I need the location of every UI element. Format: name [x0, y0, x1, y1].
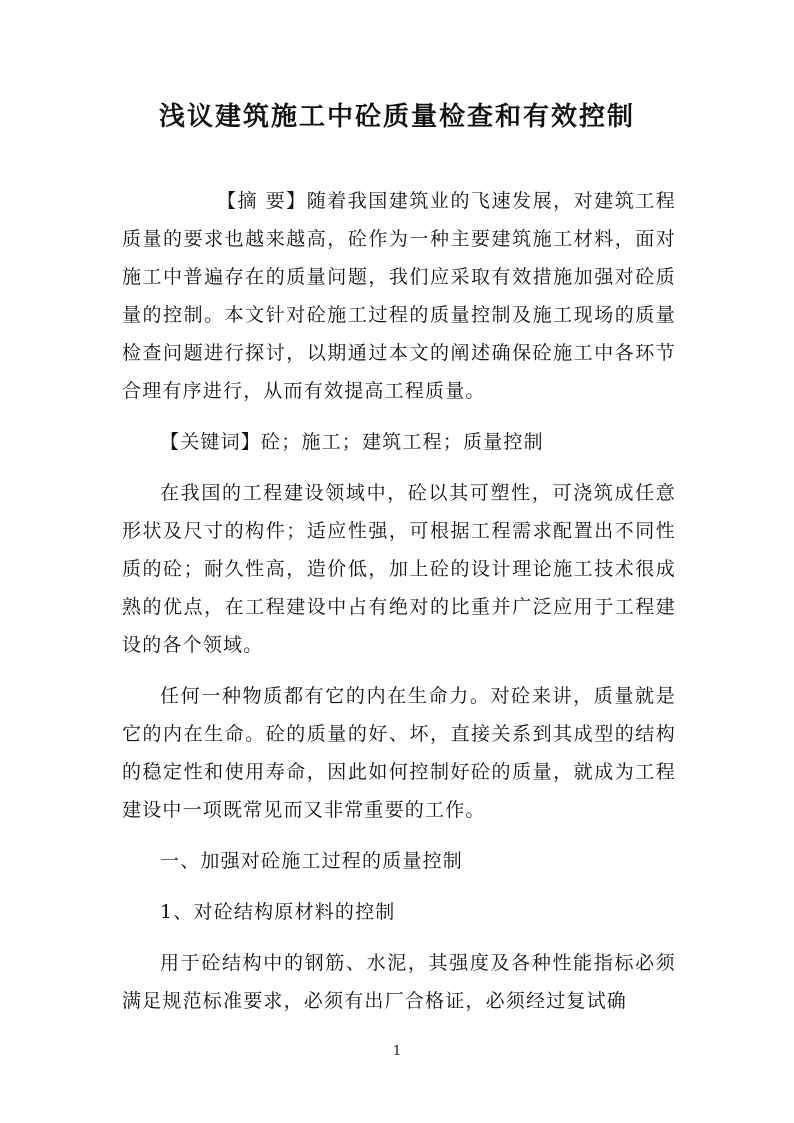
body-paragraph-1: 在我国的工程建设领域中，砼以其可塑性，可浇筑成任意形状及尺寸的构件；适应性强，可根据工程需求配置出不同性质的砼；耐久性高，造价低，加上砼的设计理论施工技术很成熟的优点，在工程建设中占有绝对的比重并广泛应用于工程建设的各个领域。 — [122, 482, 676, 656]
abstract-paragraph: 【摘 要】随着我国建筑业的飞速发展，对建筑工程质量的要求也越来越高，砼作为一种主要建筑施工材料，面对施工中普遍存在的质量问题，我们应采取有效措施加强对砼质量的控制。本文针对砼施工过程的质量控制及施工现场的质量检查问题进行探讨，以期通过本文的阐述确保砼施工中各环节合理有序进行，从而有效提高工程质量。 — [122, 190, 676, 402]
subsection-heading: 1、对砼结构原材料的控制 — [160, 901, 396, 923]
document-body — [122, 182, 676, 1033]
page-number: 1 — [392, 1044, 402, 1059]
keywords-paragraph: 【关键词】砼；施工；建筑工程；质量控制 — [160, 431, 544, 453]
body-paragraph-2: 任何一种物质都有它的内在生命力。对砼来讲，质量就是它的内在生命。砼的质量的好、坏，直接关系到其成型的结构的稳定性和使用寿命，因此如何控制好砼的质量，就成为工程建设中一项既常见而又非常重要的工作。 — [122, 685, 676, 821]
section-heading: 一、加强对砼施工过程的质量控制 — [160, 850, 464, 872]
document-title: 浅议建筑施工中砼质量检查和有效控制 — [158, 102, 635, 132]
body-paragraph-3: 用于砼结构中的钢筋、水泥，其强度及各种性能指标必须满足规范标准要求，必须有出厂合格证，必须经过复试确 — [122, 952, 676, 1012]
